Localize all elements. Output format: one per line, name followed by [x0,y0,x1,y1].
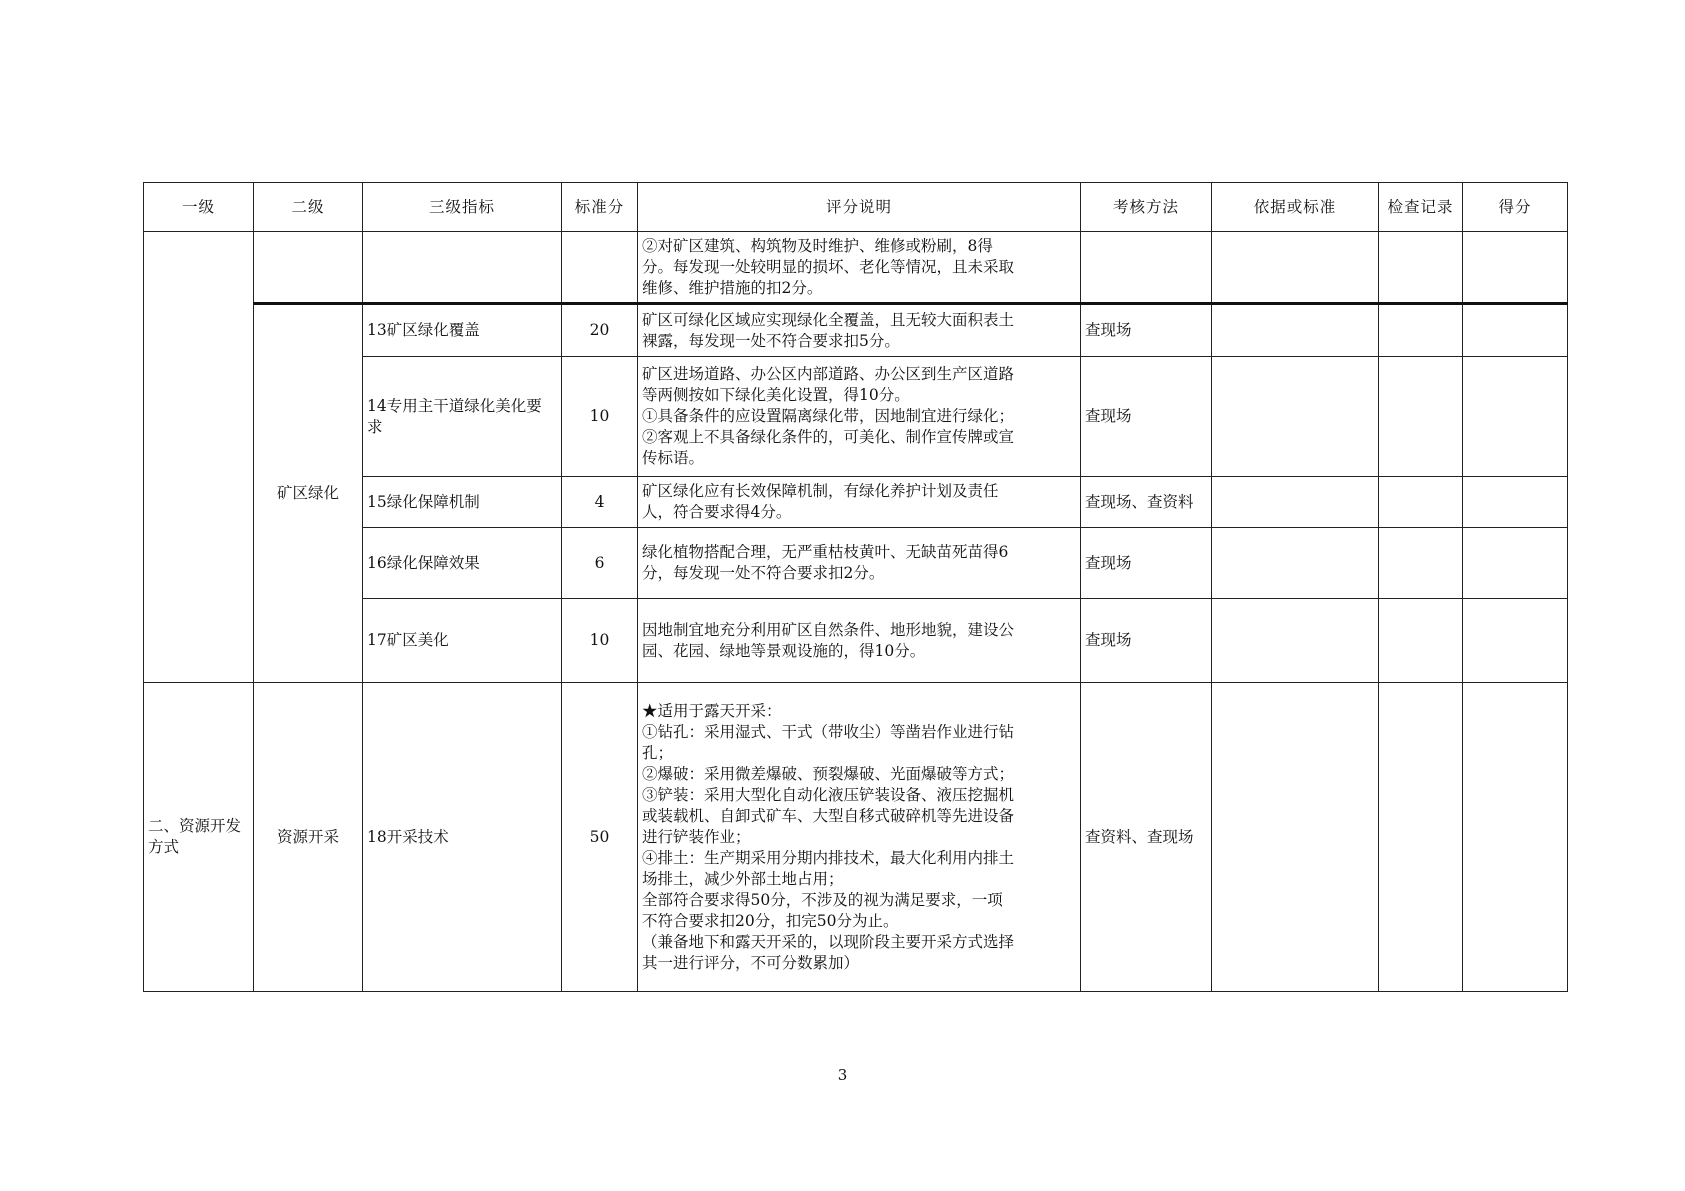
description-line: 不符合要求扣20分，扣完50分为止。 [642,911,899,930]
points-cell [1463,599,1568,683]
description-line: 维修、维护措施的扣2分。 [642,278,823,297]
basis-cell [1212,599,1379,683]
description-line: 因地制宜地充分利用矿区自然条件、地形地貌，建设公 [642,620,1015,639]
description-line: ③铲装：采用大型化自动化液压铲装设备、液压挖掘机 [642,785,1015,804]
table-row [144,232,1568,304]
header-scoring-description: 评分说明 [638,183,1081,232]
description-line: 分，每发现一处不符合要求扣2分。 [642,564,885,582]
description-cell [638,304,1081,357]
description-line: ②爆破：采用微差爆破、预裂爆破、光面爆破等方式； [642,764,1015,783]
record-cell [1379,599,1463,683]
header-level3-indicator: 三级指标 [363,183,562,232]
description-line: 其一进行评分，不可分数累加） [642,953,860,972]
basis-cell [1212,357,1379,477]
description-line: 绿化植物搭配合理，无严重枯枝黄叶、无缺苗死苗得6 [642,543,1009,561]
indicator-cell: 17矿区美化 [363,599,562,683]
score-cell: 10 [562,357,638,477]
record-cell [1379,304,1463,357]
score-cell [562,232,638,304]
description-line: 或装载机、自卸式矿车、大型自移式破碎机等先进设备 [642,806,1015,825]
indicator-cell: 14专用主干道绿化美化要求 [363,357,562,477]
method-cell: 查现场 [1081,599,1212,683]
points-cell [1463,304,1568,357]
description-line: 场排土，减少外部土地占用； [642,869,844,888]
record-cell [1379,232,1463,304]
level2-cell [254,232,363,304]
record-cell [1379,528,1463,599]
level2-group-greening: 矿区绿化 [254,304,363,683]
method-cell [1081,232,1212,304]
method-cell: 查资料、查现场 [1081,683,1212,992]
score-cell: 10 [562,599,638,683]
description-line: 园、花园、绿地等景观设施的，得10分。 [642,641,926,660]
record-cell [1379,357,1463,477]
header-level1: 一级 [144,183,254,232]
basis-cell [1212,528,1379,599]
description-line: 矿区绿化应有长效保障机制，有绿化养护计划及责任 [642,482,999,500]
description-line: ②客观上不具备绿化条件的，可美化、制作宣传牌或宣 [642,428,1015,446]
indicator-cell: 13矿区绿化覆盖 [363,304,562,357]
description-line: 全部符合要求得50分，不涉及的视为满足要求，一项 [642,890,1003,909]
header-basis-or-standard: 依据或标准 [1212,183,1379,232]
method-cell: 查现场 [1081,357,1212,477]
description-line: 进行铲装作业； [642,827,751,846]
description-line: ②对矿区建筑、构筑物及时维护、维修或粉刷，8得 [642,236,993,255]
score-cell: 20 [562,304,638,357]
basis-cell [1212,477,1379,528]
description-cell [638,232,1081,304]
basis-cell [1212,232,1379,304]
header-row [144,183,1568,232]
indicator-cell [363,232,562,304]
level1-category: 二、资源开发方式 [144,683,254,992]
header-assessment-method: 考核方法 [1081,183,1212,232]
indicator-cell: 16绿化保障效果 [363,528,562,599]
record-cell [1379,477,1463,528]
header-inspection-record: 检查记录 [1379,183,1463,232]
description-line: 矿区可绿化区域应实现绿化全覆盖，且无较大面积表土 [642,310,1015,329]
header-standard-score: 标准分 [562,183,638,232]
score-cell: 4 [562,477,638,528]
basis-cell [1212,304,1379,357]
page-number: 3 [837,1066,848,1084]
description-cell [638,599,1081,683]
indicator-cell: 18开采技术 [363,683,562,992]
description-line: ★适用于露天开采： [642,701,782,720]
points-cell [1463,477,1568,528]
level1-cell-empty [144,232,254,683]
description-line: ④排土：生产期采用分期内排技术，最大化利用内排土 [642,848,1015,867]
score-cell: 6 [562,528,638,599]
description-line: （兼备地下和露天开采的，以现阶段主要开采方式选择 [642,932,1015,951]
description-line: 等两侧按如下绿化美化设置，得10分。 [642,386,910,404]
table-row [144,304,1568,357]
description-line: 矿区进场道路、办公区内部道路、办公区到生产区道路 [642,365,1015,383]
description-cell [638,528,1081,599]
record-cell [1379,683,1463,992]
points-cell [1463,232,1568,304]
header-score: 得分 [1463,183,1568,232]
level2-category: 资源开采 [254,683,363,992]
description-line: 传标语。 [642,449,705,467]
method-cell: 查现场 [1081,304,1212,357]
header-level2: 二级 [254,183,363,232]
description-line: ①具备条件的应设置隔离绿化带，因地制宜进行绿化； [642,407,1015,425]
description-cell [638,683,1081,992]
indicator-cell: 15绿化保障机制 [363,477,562,528]
basis-cell [1212,683,1379,992]
description-line: 裸露，每发现一处不符合要求扣5分。 [642,331,900,350]
score-cell: 50 [562,683,638,992]
evaluation-table [143,182,1568,992]
method-cell: 查现场、查资料 [1081,477,1212,528]
description-line: 分。每发现一处较明显的损坏、老化等情况，且未采取 [642,257,1015,276]
description-line: 人，符合要求得4分。 [642,503,792,521]
points-cell [1463,528,1568,599]
description-cell [638,357,1081,477]
description-cell [638,477,1081,528]
points-cell [1463,357,1568,477]
description-line: ①钻孔：采用湿式、干式（带收尘）等凿岩作业进行钻 [642,722,1015,741]
method-cell: 查现场 [1081,528,1212,599]
points-cell [1463,683,1568,992]
description-line: 孔； [642,743,674,762]
table-row [144,683,1568,992]
